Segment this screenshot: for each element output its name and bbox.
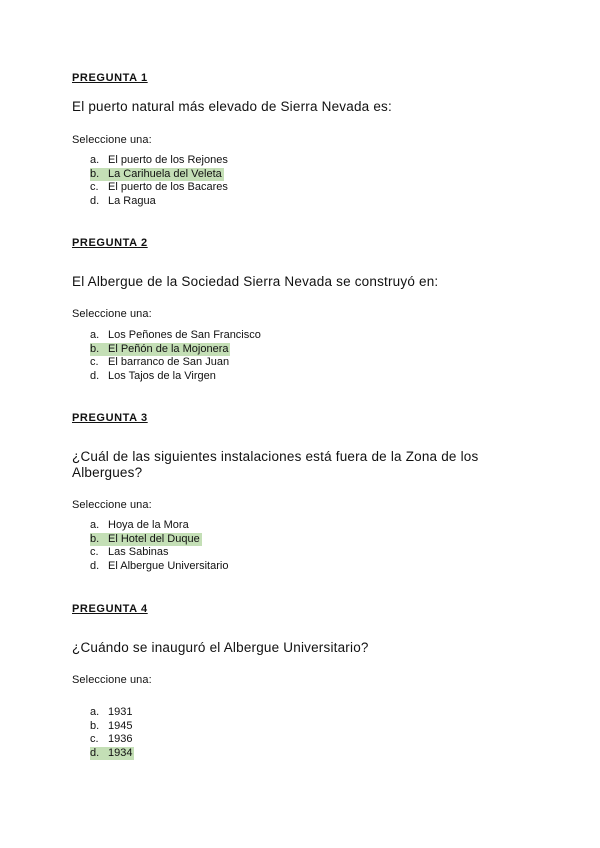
option-b[interactable] bbox=[90, 343, 263, 357]
question-1-prompt: Seleccione una: bbox=[72, 134, 152, 146]
option-a[interactable] bbox=[90, 154, 230, 168]
option-d[interactable] bbox=[90, 560, 230, 574]
option-text: 1945 bbox=[108, 719, 133, 732]
option-letter: b. bbox=[90, 719, 100, 732]
question-2-prompt: Seleccione una: bbox=[72, 308, 152, 320]
option-text: Los Tajos de la Virgen bbox=[108, 369, 216, 382]
option-c[interactable] bbox=[90, 181, 230, 195]
option-letter: a. bbox=[90, 154, 100, 166]
option-b[interactable] bbox=[90, 720, 134, 734]
option-text: 1936 bbox=[108, 733, 133, 745]
question-1-text: El puerto natural más elevado de Sierra Nevada es: bbox=[72, 99, 392, 114]
option-b[interactable] bbox=[90, 168, 230, 182]
question-3-prompt: Seleccione una: bbox=[72, 499, 152, 511]
option-c[interactable] bbox=[90, 546, 230, 560]
question-4-text: ¿Cuándo se inauguró el Albergue Universitario? bbox=[72, 640, 369, 655]
option-c[interactable] bbox=[90, 356, 263, 370]
option-letter: d. bbox=[90, 194, 100, 207]
option-letter: d. bbox=[90, 369, 100, 382]
option-a[interactable] bbox=[90, 519, 230, 533]
question-3-options bbox=[90, 519, 230, 573]
option-letter: c. bbox=[90, 356, 99, 368]
question-1-options bbox=[90, 154, 230, 208]
option-text: El barranco de San Juan bbox=[108, 356, 230, 368]
question-2-text: El Albergue de la Sociedad Sierra Nevada se construyó en: bbox=[72, 274, 439, 289]
question-3-title: PREGUNTA 3 bbox=[72, 412, 148, 424]
question-1 bbox=[72, 72, 542, 207]
option-c[interactable] bbox=[90, 733, 134, 747]
option-text: El Peñón de la Mojonera bbox=[108, 342, 229, 355]
option-letter: d. bbox=[90, 746, 100, 759]
option-text: 1931 bbox=[108, 706, 133, 718]
option-letter: d. bbox=[90, 559, 100, 572]
question-2 bbox=[72, 237, 542, 382]
option-letter: b. bbox=[90, 167, 100, 180]
option-letter: c. bbox=[90, 181, 99, 193]
option-a[interactable] bbox=[90, 329, 263, 343]
question-3-text: ¿Cuál de las siguientes instalaciones está fuera de la Zona de los Albergues? bbox=[72, 449, 479, 480]
option-text: Hoya de la Mora bbox=[108, 519, 189, 531]
option-letter: c. bbox=[90, 733, 99, 745]
option-text: 1934 bbox=[108, 746, 133, 759]
option-d[interactable] bbox=[90, 195, 230, 209]
option-text: Los Peñones de San Francisco bbox=[108, 329, 261, 341]
option-d[interactable] bbox=[90, 370, 263, 384]
option-text: El puerto de los Bacares bbox=[108, 181, 228, 193]
question-4-title: PREGUNTA 4 bbox=[72, 603, 148, 615]
question-2-title: PREGUNTA 2 bbox=[72, 237, 148, 249]
question-1-title: PREGUNTA 1 bbox=[72, 72, 148, 84]
option-text: La Ragua bbox=[108, 194, 156, 207]
option-letter: a. bbox=[90, 329, 100, 341]
option-letter: c. bbox=[90, 546, 99, 558]
question-2-options bbox=[90, 329, 263, 383]
option-text: El Hotel del Duque bbox=[108, 532, 200, 545]
question-4-prompt: Seleccione una: bbox=[72, 674, 152, 686]
option-text: La Carihuela del Veleta bbox=[108, 167, 222, 180]
option-text: El puerto de los Rejones bbox=[108, 154, 228, 166]
option-d[interactable] bbox=[90, 747, 134, 761]
option-letter: b. bbox=[90, 342, 100, 355]
option-letter: a. bbox=[90, 519, 100, 531]
option-text: Las Sabinas bbox=[108, 546, 169, 558]
option-text: El Albergue Universitario bbox=[108, 559, 229, 572]
option-letter: a. bbox=[90, 706, 100, 718]
option-letter: b. bbox=[90, 532, 100, 545]
question-3 bbox=[72, 412, 542, 572]
option-a[interactable] bbox=[90, 706, 134, 720]
question-4 bbox=[72, 603, 542, 759]
question-4-options bbox=[90, 706, 134, 760]
option-b[interactable] bbox=[90, 533, 230, 547]
